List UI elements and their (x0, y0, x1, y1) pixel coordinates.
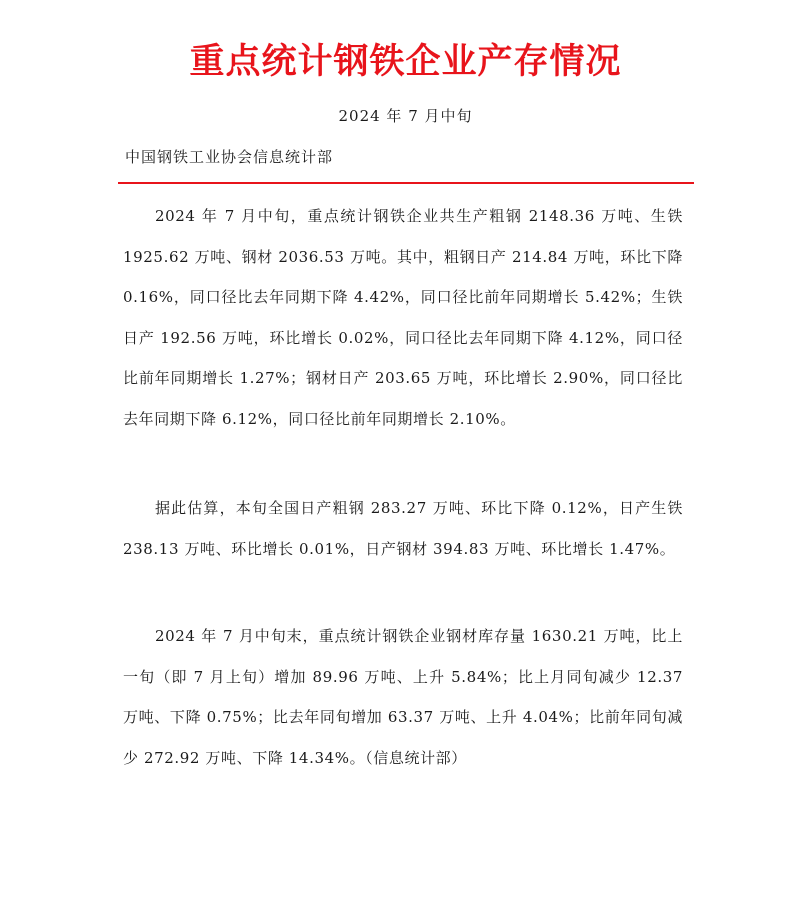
red-divider-line (118, 182, 694, 184)
document-title: 重点统计钢铁企业产存情况 (189, 41, 622, 82)
paragraph-production: 2024 年 7 月中旬，重点统计钢铁企业共生产粗钢 2148.36 万吨、生铁 1925.62 万吨、钢材 2036.53 万吨。其中，粗钢日产 214.84 万吨，环比下降 0.16%，同口径比去年同期下降 4.42%，同口径比前年同期增长 5.42%；生铁日产 192.56 万吨，环比增长 0.02%，同口径比去年同期下降 4.12%，同口径比前年同期增长 1.27%；钢材日产 203.65 万吨，环比增长 2.90%，同口径比去年同期下降 6.12%，同口径比前年同期增长 2.10%。 (123, 207, 683, 428)
paragraph-national-estimate: 据此估算，本旬全国日产粗钢 283.27 万吨、环比下降 0.12%，日产生铁 238.13 万吨、环比增长 0.01%，日产钢材 394.83 万吨、环比增长 1.47%。 (123, 499, 683, 558)
issuing-department: 中国钢铁工业协会信息统计部 (125, 148, 334, 166)
document-date: 2024 年 7 月中旬 (338, 107, 473, 125)
paragraph-inventory: 2024 年 7 月中旬末，重点统计钢铁企业钢材库存量 1630.21 万吨，比上一旬（即 7 月上旬）增加 89.96 万吨、上升 5.84%；比上月同旬减少 12.37 万吨、下降 0.75%；比去年同旬增加 63.37 万吨、上升 4.04%；比前年同旬减少 272.92 万吨、下降 14.34%。（信息统计部） (123, 627, 683, 767)
